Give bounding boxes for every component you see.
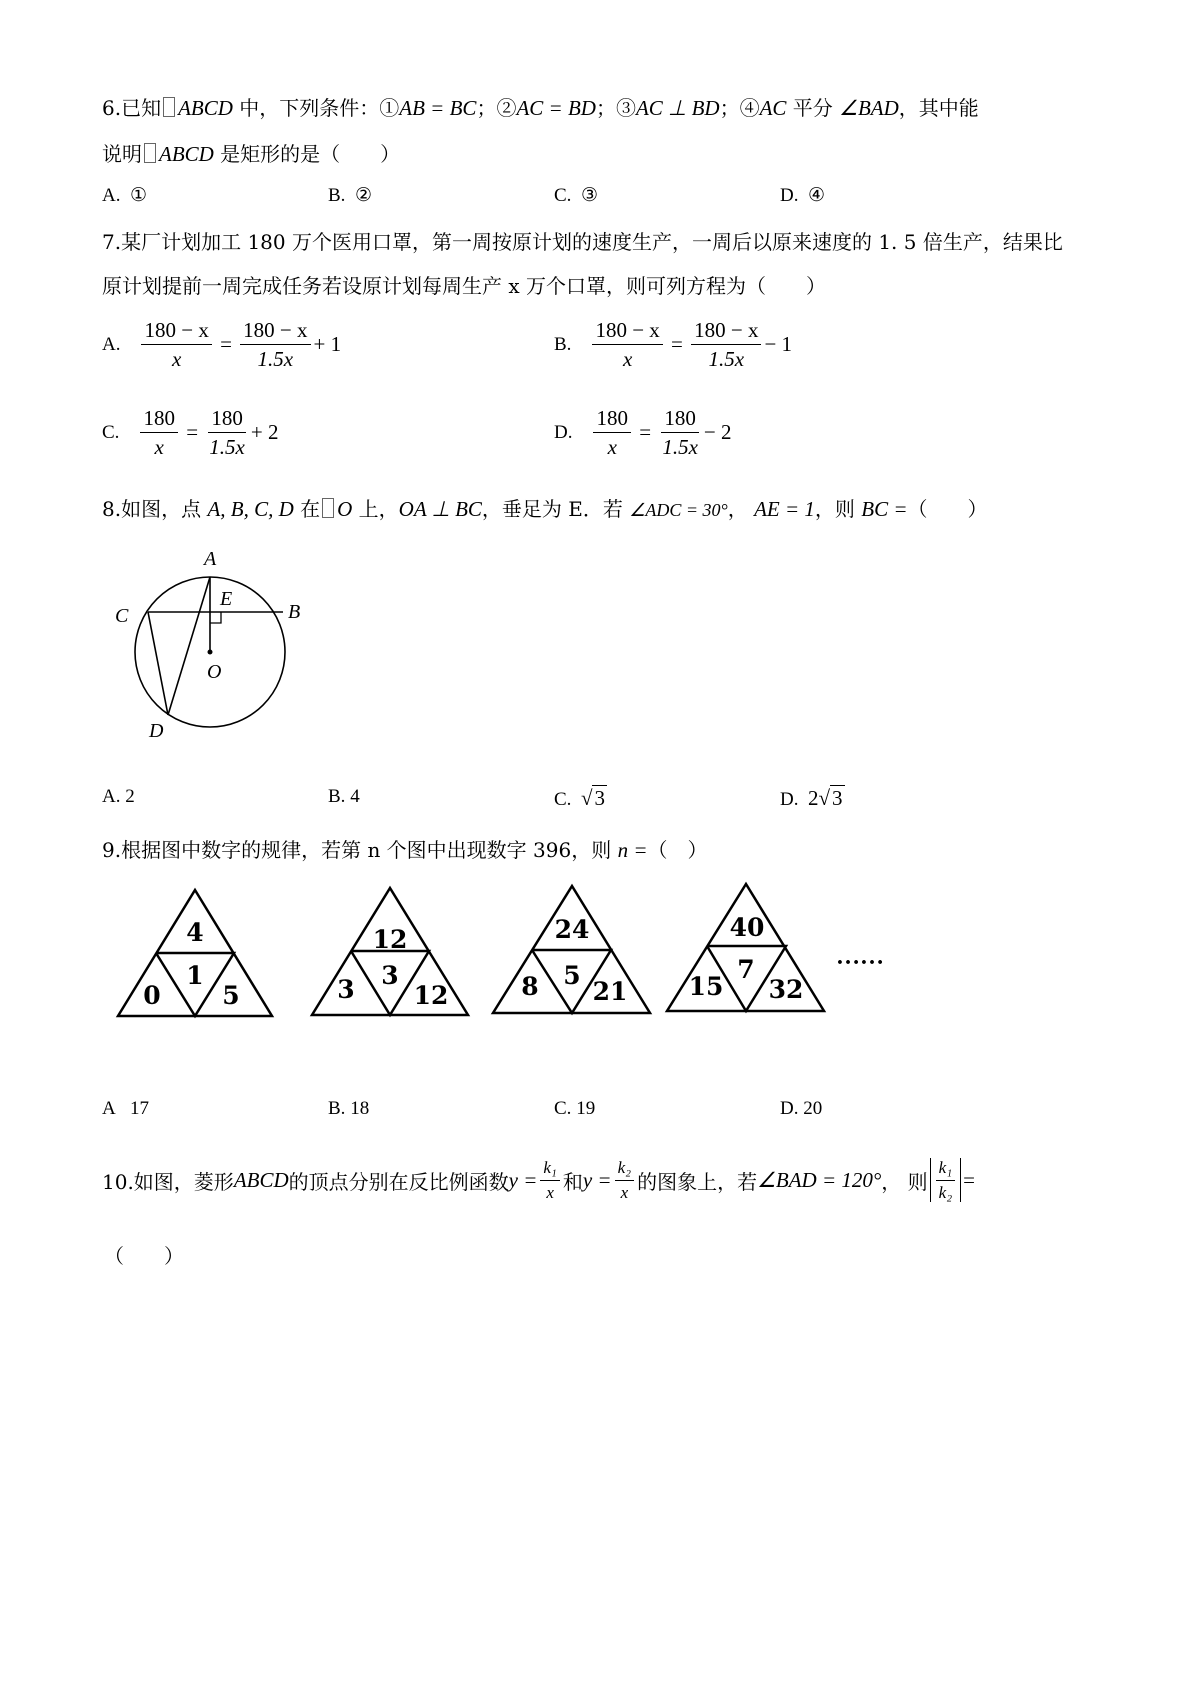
triangle-2-top: 12 [372, 925, 408, 954]
q9-option-a: A 17 [102, 1098, 149, 1119]
triangle-4-top: 40 [729, 913, 765, 942]
q8-option-b: B. 4 [328, 786, 360, 807]
q8-question: 8.如图，点 A, B, C, D 在 O 上，OA ⊥ BC，垂足为 E．若 ∠ADC = 30°， AE = 1，则 BC =（ ） [102, 497, 988, 521]
triangle-2-left: 3 [337, 975, 355, 1004]
q7-line1: 7.某厂计划加工 180 万个医用口罩，第一周按原计划的速度生产，一周后以原来速度的 1. 5 倍生产，结果比 [102, 230, 1063, 254]
q7-option-d: D. $\frac{180}{x}$ = $\frac{180}{1.5x}$ − 2 [554, 406, 732, 460]
q9-question: 9.根据图中数字的规律，若第 n 个图中出现数字 396，则 n =（ ） [102, 838, 708, 862]
q6-option-a: A. ① [102, 185, 148, 206]
triangle-1 [118, 890, 272, 1016]
label-o: O [207, 661, 222, 683]
q10-question: 10.如图，菱形 ABCD 的顶点分别在反比例函数 y = $\frac{\text{k₁}}{x}$ 和 y = $\frac{\text{k₂}}{x}$ 的图象上，若 ∠BAD = 120° ， 则 $\frac{\text{k₁}}{\text{k₂}}$ = [102, 1158, 975, 1202]
q6-option-c: C. ③ [554, 185, 598, 206]
parallelogram-symbol [144, 143, 156, 163]
q9-option-c: C. 19 [554, 1098, 596, 1119]
abs-ratio: $\frac{\text{k₁}}{\text{k₂}}$ [930, 1158, 961, 1202]
label-c: C [115, 605, 129, 627]
label-b: B [288, 601, 301, 623]
segment-ad [168, 577, 210, 715]
q8-circle-figure [100, 540, 330, 750]
triangle-1-top: 4 [186, 918, 204, 947]
triangle-3-center: 5 [563, 961, 581, 990]
triangle-4-center: 7 [737, 955, 755, 984]
q8-option-d: D. 2√3 [780, 786, 843, 810]
triangle-4 [667, 884, 824, 1011]
label-d: D [149, 720, 164, 742]
q7-option-b: B. $\frac{180 - x}{x}$ = $\frac{180 - x}{1.5x}$ − 1 [554, 318, 793, 372]
q10-answer-blank: （ ） [104, 1244, 184, 1268]
triangle-2 [312, 888, 468, 1015]
triangle-1-right: 5 [222, 981, 240, 1010]
right-angle-mark [210, 612, 221, 623]
triangle-4-left: 15 [688, 972, 724, 1001]
q7-option-c: C. $\frac{180}{x}$ = $\frac{180}{1.5x}$ + 2 [102, 406, 279, 460]
q6-option-d: D. ④ [780, 185, 826, 206]
triangle-4-right: 32 [768, 975, 804, 1004]
label-e: E [220, 588, 233, 610]
q7-line2: 原计划提前一周完成任务若设原计划每周生产 x 万个口罩，则可列方程为（ ） [102, 274, 826, 298]
triangle-3-right: 21 [592, 977, 628, 1006]
label-a: A [204, 548, 217, 570]
ellipsis: …… [836, 944, 884, 970]
triangle-2-center: 3 [381, 961, 399, 990]
triangle-1-left: 0 [143, 981, 161, 1010]
triangle-3-top: 24 [554, 915, 590, 944]
q9-option-d: D. 20 [780, 1098, 823, 1119]
q9-triangle-figures [100, 878, 920, 1028]
q6-option-b: B. ② [328, 185, 372, 206]
circle-symbol [322, 498, 334, 518]
center-dot [208, 650, 213, 655]
q6-line1: 6.已知 ABCD 中，下列条件：①AB = BC；②AC = BD；③AC ⊥ BD；④AC 平分 ∠BAD，其中能 [102, 96, 979, 120]
triangle-3 [493, 886, 650, 1013]
triangle-1-center: 1 [186, 961, 204, 990]
q9-option-b: B. 18 [328, 1098, 370, 1119]
q6-line2: 说明 ABCD 是矩形的是（ ） [102, 142, 401, 166]
q7-option-a: A. $\frac{180 - x}{x}$ = $\frac{180 - x}{1.5x}$ + 1 [102, 318, 342, 372]
q8-option-c: C. √3 [554, 786, 605, 810]
triangle-3-left: 8 [521, 972, 539, 1001]
parallelogram-symbol [163, 97, 175, 117]
q8-option-a: A. 2 [102, 786, 135, 807]
triangle-2-right: 12 [413, 981, 449, 1010]
